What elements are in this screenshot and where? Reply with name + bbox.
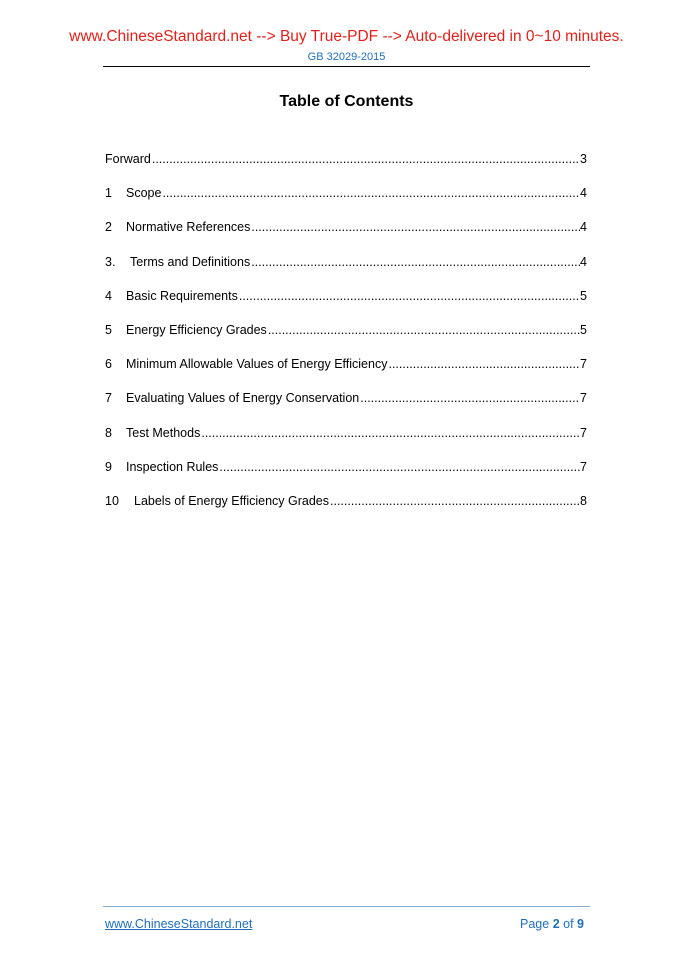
toc-entry-label: Basic Requirements [126, 288, 238, 303]
toc-entry-energy-efficiency-grades[interactable] [105, 321, 587, 355]
toc-entry-page: 4 [580, 186, 587, 201]
toc-entry-page: 8 [580, 493, 587, 508]
table-of-contents [105, 150, 587, 526]
dot-leader [329, 492, 580, 510]
toc-entry-test-methods[interactable] [105, 424, 587, 458]
toc-entry-label: Normative References [126, 220, 251, 235]
toc-entry-scope[interactable] [105, 184, 587, 218]
banner-link[interactable]: www.ChineseStandard.net --> Buy True-PDF --> Auto-delivered in 0~10 minutes. [69, 28, 624, 45]
page-of: of [563, 917, 574, 931]
page-title: Table of Contents [279, 93, 414, 110]
toc-entry-basic-requirements[interactable] [105, 287, 587, 321]
toc-entry-terms-and-definitions[interactable] [105, 253, 587, 287]
toc-entry-page: 3 [580, 152, 587, 166]
toc-entry-label: Minimum Allowable Values of Energy Efficiency [126, 357, 388, 372]
dot-leader [267, 321, 580, 339]
dot-leader [387, 355, 580, 373]
toc-entry-number: 3. [105, 254, 116, 269]
toc-entry-label: Inspection Rules [126, 459, 219, 474]
toc-entry-number: 8 [105, 425, 112, 440]
page-prefix: Page [520, 917, 550, 931]
toc-entry-label: Labels of Energy Efficiency Grades [134, 493, 330, 508]
page-total: 9 [577, 917, 584, 931]
page-number [520, 916, 584, 932]
dot-leader [250, 253, 580, 271]
toc-entry-page: 4 [580, 254, 587, 269]
dot-leader [151, 150, 580, 168]
toc-entry-label: Forward [105, 152, 151, 166]
toc-entry-label: Evaluating Values of Energy Conservation [126, 391, 360, 406]
dot-leader [218, 458, 580, 476]
dot-leader [161, 184, 580, 202]
toc-entry-labels-of-energy-efficiency-grades[interactable] [105, 492, 587, 526]
toc-entry-number: 7 [105, 391, 112, 406]
toc-entry-minimum-allowable-values[interactable] [105, 355, 587, 389]
footer-website-link[interactable]: www.ChineseStandard.net [105, 917, 253, 931]
page-current: 2 [552, 917, 560, 931]
toc-entry-number: 9 [105, 459, 112, 474]
toc-entry-label: Test Methods [126, 425, 201, 440]
document-code: GB 32029-2015 [307, 51, 386, 63]
toc-entry-number: 2 [105, 220, 112, 235]
toc-entry-page: 7 [580, 357, 587, 372]
toc-entry-normative-references[interactable] [105, 218, 587, 252]
toc-entry-label: Terms and Definitions [130, 254, 251, 269]
toc-entry-page: 4 [580, 220, 587, 235]
toc-entry-number: 1 [105, 186, 112, 201]
footer-divider [103, 906, 590, 907]
toc-entry-inspection-rules[interactable] [105, 458, 587, 492]
toc-entry-number: 6 [105, 357, 112, 372]
header-divider [103, 66, 590, 67]
dot-leader [238, 287, 580, 305]
toc-entry-number: 4 [105, 288, 112, 303]
toc-entry-label: Scope [126, 186, 162, 201]
toc-entry-forward[interactable] [105, 150, 587, 184]
toc-entry-number: 10 [105, 493, 119, 508]
toc-entry-evaluating-values[interactable] [105, 389, 587, 423]
dot-leader [200, 424, 580, 442]
toc-entry-label: Energy Efficiency Grades [126, 322, 267, 337]
dot-leader [250, 218, 580, 236]
toc-entry-page: 5 [580, 322, 587, 337]
dot-leader [359, 389, 580, 407]
toc-entry-page: 7 [580, 459, 587, 474]
toc-entry-page: 7 [580, 425, 587, 440]
toc-entry-number: 5 [105, 322, 112, 337]
toc-entry-page: 5 [580, 288, 587, 303]
toc-entry-page: 7 [580, 391, 587, 406]
